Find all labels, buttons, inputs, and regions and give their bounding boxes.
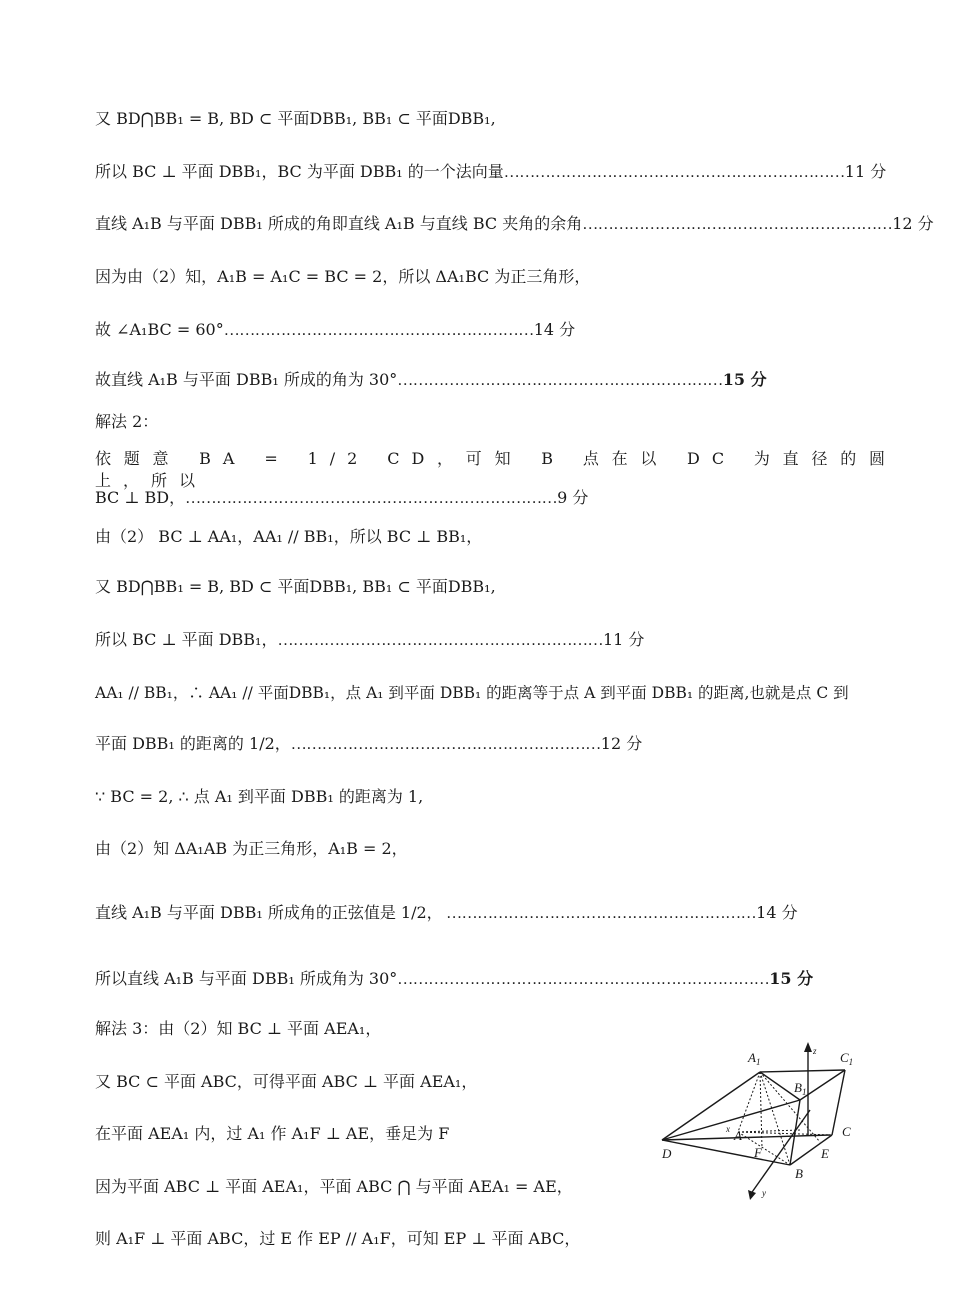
geometry-figure	[650, 1040, 865, 1205]
method-2-line-6-text: AA₁ // BB₁，∴ AA₁ // 平面DBB₁，点 A₁ 到平面 DBB₁ 的距离等于点 A 到平面 DBB₁ 的距离,也就是点 C 到	[95, 684, 849, 702]
line-4-text: 因为由（2）知，A₁B = A₁C = BC = 2，所以 ΔA₁BC 为正三角形，	[95, 267, 591, 286]
label-b: B	[795, 1166, 803, 1181]
method-2-line-10-score: 14 分	[756, 903, 798, 922]
line-2-score: 11 分	[844, 162, 887, 181]
dash-x-axis	[738, 1130, 800, 1132]
label-b1: $B_1$	[794, 1080, 807, 1097]
line-4	[95, 266, 590, 288]
y-arrow-icon	[748, 1190, 756, 1200]
line-2: 所以 BC ⊥ 平面 DBB₁，BC 为平面 DBB₁ 的一个法向量…………………………………………………………11 分	[95, 162, 887, 181]
method-2-line-3-text: 由（2） BC ⊥ AA₁，AA₁ // BB₁，所以 BC ⊥ BB₁，	[95, 527, 483, 546]
dash-a-c	[738, 1132, 832, 1135]
label-c1: $C_1$	[840, 1050, 854, 1067]
line-3-text: 直线 A₁B 与平面 DBB₁ 所成的角即直线 A₁B 与直线 BC 夹角的余角	[95, 214, 583, 233]
method-2-line-11: 所以直线 A₁B 与平面 DBB₁ 所成角为 30°………………………………………………………………15 分	[95, 969, 814, 988]
line-5-text: 故 ∠A₁BC = 60°	[95, 320, 224, 339]
method-2-line-10: 直线 A₁B 与平面 DBB₁ 所成角的正弦值是 1/2， ……………………………………………………14 分	[95, 903, 798, 922]
method-2-line-9-text: 由（2）知 ΔA₁AB 为正三角形，A₁B = 2，	[95, 839, 408, 858]
method-3-line-3	[95, 1123, 449, 1145]
method-2-line-7-text: 平面 DBB₁ 的距离的 1/2，	[95, 734, 291, 753]
label-a1: $A_1$	[748, 1050, 761, 1067]
line-5: 故 ∠A₁BC = 60°……………………………………………………14 分	[95, 320, 576, 339]
method-2-line-11-score: 15 分	[769, 969, 814, 988]
method-2-line-11-text: 所以直线 A₁B 与平面 DBB₁ 所成角为 30°	[95, 969, 398, 988]
method-2-line-8	[95, 786, 423, 808]
label-a: A	[734, 1128, 742, 1143]
method-3-line-1-text: 解法 3：由（2）知 BC ⊥ 平面 AEA₁，	[95, 1019, 382, 1038]
method-2-line-5-text: 所以 BC ⊥ 平面 DBB₁，	[95, 630, 278, 649]
label-f: F	[754, 1145, 762, 1160]
edge-b1-c1	[800, 1070, 845, 1100]
dash-a1-a	[738, 1072, 760, 1132]
method-3-line-4-text: 因为平面 ABC ⊥ 平面 AEA₁，平面 ABC ⋂ 与平面 AEA₁ = AE，	[95, 1177, 573, 1196]
method-2-line-10-text: 直线 A₁B 与平面 DBB₁ 所成角的正弦值是 1/2，	[95, 903, 443, 922]
method-3-line-2-text: 又 BC ⊂ 平面 ABC，可得平面 ABC ⊥ 平面 AEA₁，	[95, 1072, 478, 1091]
line-3-score: 12 分	[892, 214, 934, 233]
line-6: 故直线 A₁B 与平面 DBB₁ 所成的角为 30°………………………………………………………15 分	[95, 370, 767, 389]
method-3-line-4	[95, 1176, 573, 1198]
edge-b1-b	[790, 1100, 800, 1165]
line-6-text: 故直线 A₁B 与平面 DBB₁ 所成的角为 30°	[95, 370, 398, 389]
method-2-line-5: 所以 BC ⊥ 平面 DBB₁，………………………………………………………11 分	[95, 630, 645, 649]
edge-d-a1	[662, 1072, 760, 1140]
label-x: x	[726, 1124, 730, 1134]
method-3-line-2	[95, 1071, 477, 1093]
line-6-score: 15 分	[722, 370, 767, 389]
method-2-line-7: 平面 DBB₁ 的距离的 1/2，……………………………………………………12 分	[95, 734, 643, 753]
label-e: E	[821, 1146, 829, 1161]
line-3: 直线 A₁B 与平面 DBB₁ 所成的角即直线 A₁B 与直线 BC 夹角的余角……………………………………………………12 分	[95, 214, 934, 233]
method-2-line-6	[95, 682, 849, 704]
edge-d-b1	[662, 1100, 800, 1140]
edge-a1-c1	[760, 1070, 845, 1072]
edge-d-b	[662, 1140, 790, 1165]
method-3-line-5	[95, 1228, 580, 1250]
method-2-line-7-score: 12 分	[600, 734, 643, 753]
method-3-line-3-text: 在平面 AEA₁ 内，过 A₁ 作 A₁F ⊥ AE，垂足为 F	[95, 1124, 450, 1143]
method-2-line-4-text: 又 BD⋂BB₁ = B, BD ⊂ 平面DBB₁, BB₁ ⊂ 平面DBB₁,	[95, 577, 496, 596]
line-1-text: 又 BD⋂BB₁ = B, BD ⊂ 平面DBB₁, BB₁ ⊂ 平面DBB₁,	[95, 109, 496, 128]
method-2-line-1-text: 依题意 BA = 1/2 CD，可知 B 点在以 DC 为直径的圆上，所以	[95, 449, 897, 490]
method-2-line-9	[95, 838, 408, 860]
method-2-line-2-text: BC ⊥ BD，	[95, 488, 186, 507]
line-1	[95, 108, 496, 130]
method-2-heading	[95, 411, 158, 433]
method-2-line-5-score: 11 分	[602, 630, 645, 649]
label-d: D	[662, 1146, 672, 1161]
method-2-line-1	[95, 448, 897, 492]
label-z: z	[813, 1046, 817, 1056]
method-2-line-3	[95, 526, 482, 548]
method-2-line-4	[95, 576, 496, 598]
method-2-line-2: BC ⊥ BD，………………………………………………………………9 分	[95, 488, 589, 507]
line-5-score: 14 分	[533, 320, 576, 339]
method-3-line-5-text: 则 A₁F ⊥ 平面 ABC，过 E 作 EP // A₁F，可知 EP ⊥ 平面 ABC，	[95, 1229, 581, 1248]
dash-a1-e	[760, 1072, 820, 1142]
label-c: C	[842, 1124, 851, 1139]
line-2-text: 所以 BC ⊥ 平面 DBB₁，BC 为平面 DBB₁ 的一个法向量	[95, 162, 504, 181]
method-2-line-2-score: 9 分	[557, 488, 589, 507]
method-3-line-1	[95, 1018, 381, 1040]
z-arrow-icon	[804, 1042, 812, 1052]
label-y: y	[762, 1188, 766, 1198]
method-2-heading-text: 解法 2：	[95, 412, 159, 431]
dash-a1-b	[760, 1072, 790, 1165]
method-2-line-8-text: ∵ BC = 2, ∴ 点 A₁ 到平面 DBB₁ 的距离为 1,	[95, 787, 424, 806]
